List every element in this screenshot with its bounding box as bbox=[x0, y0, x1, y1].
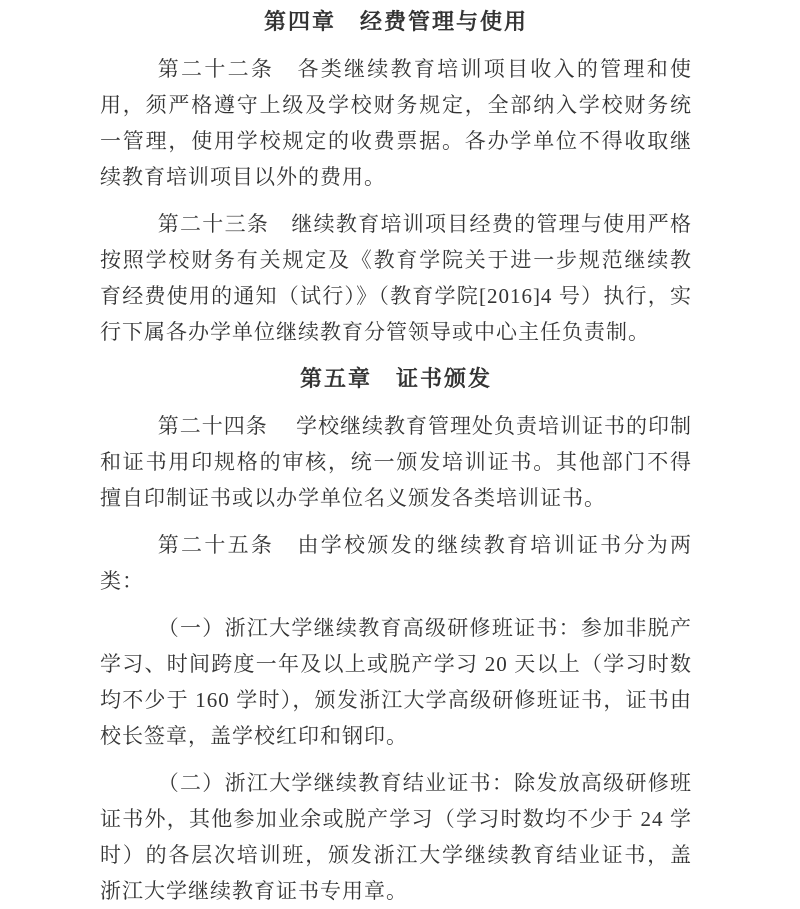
article-22-paragraph: 第二十二条 各类继续教育培训项目收入的管理和使用，须严格遵守上级及学校财务规定，全部纳入学校财务统一管理，使用学校规定的收费票据。各办学单位不得收取继续教育培训项目以外的费用。 bbox=[100, 57, 692, 189]
article-24-paragraph: 第二十四条 学校继续教育管理处负责培训证书的印制和证书用印规格的审核，统一颁发培训证书。其他部门不得擅自印制证书或以办学单位名义颁发各类培训证书。 bbox=[100, 414, 692, 510]
article-25-item-1-paragraph: （一）浙江大学继续教育高级研修班证书：参加非脱产学习、时间跨度一年及以上或脱产学习 20 天以上（学习时数均不少于 160 学时），颁发浙江大学高级研修班证书，证书由校长签章，盖学校红印和钢印。 bbox=[100, 616, 692, 748]
article-25-item-2-paragraph: （二）浙江大学继续教育结业证书：除发放高级研修班证书外，其他参加业余或脱产学习（学习时数均不少于 24 学时）的各层次培训班，颁发浙江大学继续教育结业证书，盖浙江大学继续教育证书专用章。 bbox=[100, 771, 692, 903]
article-25-intro-paragraph: 第二十五条 由学校颁发的继续教育培训证书分为两类： bbox=[100, 533, 692, 593]
chapter-4-heading: 第四章 经费管理与使用 bbox=[263, 9, 528, 34]
chapter-5-heading: 第五章 证书颁发 bbox=[299, 366, 492, 391]
article-23-paragraph: 第二十三条 继续教育培训项目经费的管理与使用严格按照学校财务有关规定及《教育学院关于进一步规范继续教育经费使用的通知（试行）》（教育学院[2016]4 号）执行，实行下属各办学单位继续教育分管领导或中心主任负责制。 bbox=[100, 212, 692, 344]
